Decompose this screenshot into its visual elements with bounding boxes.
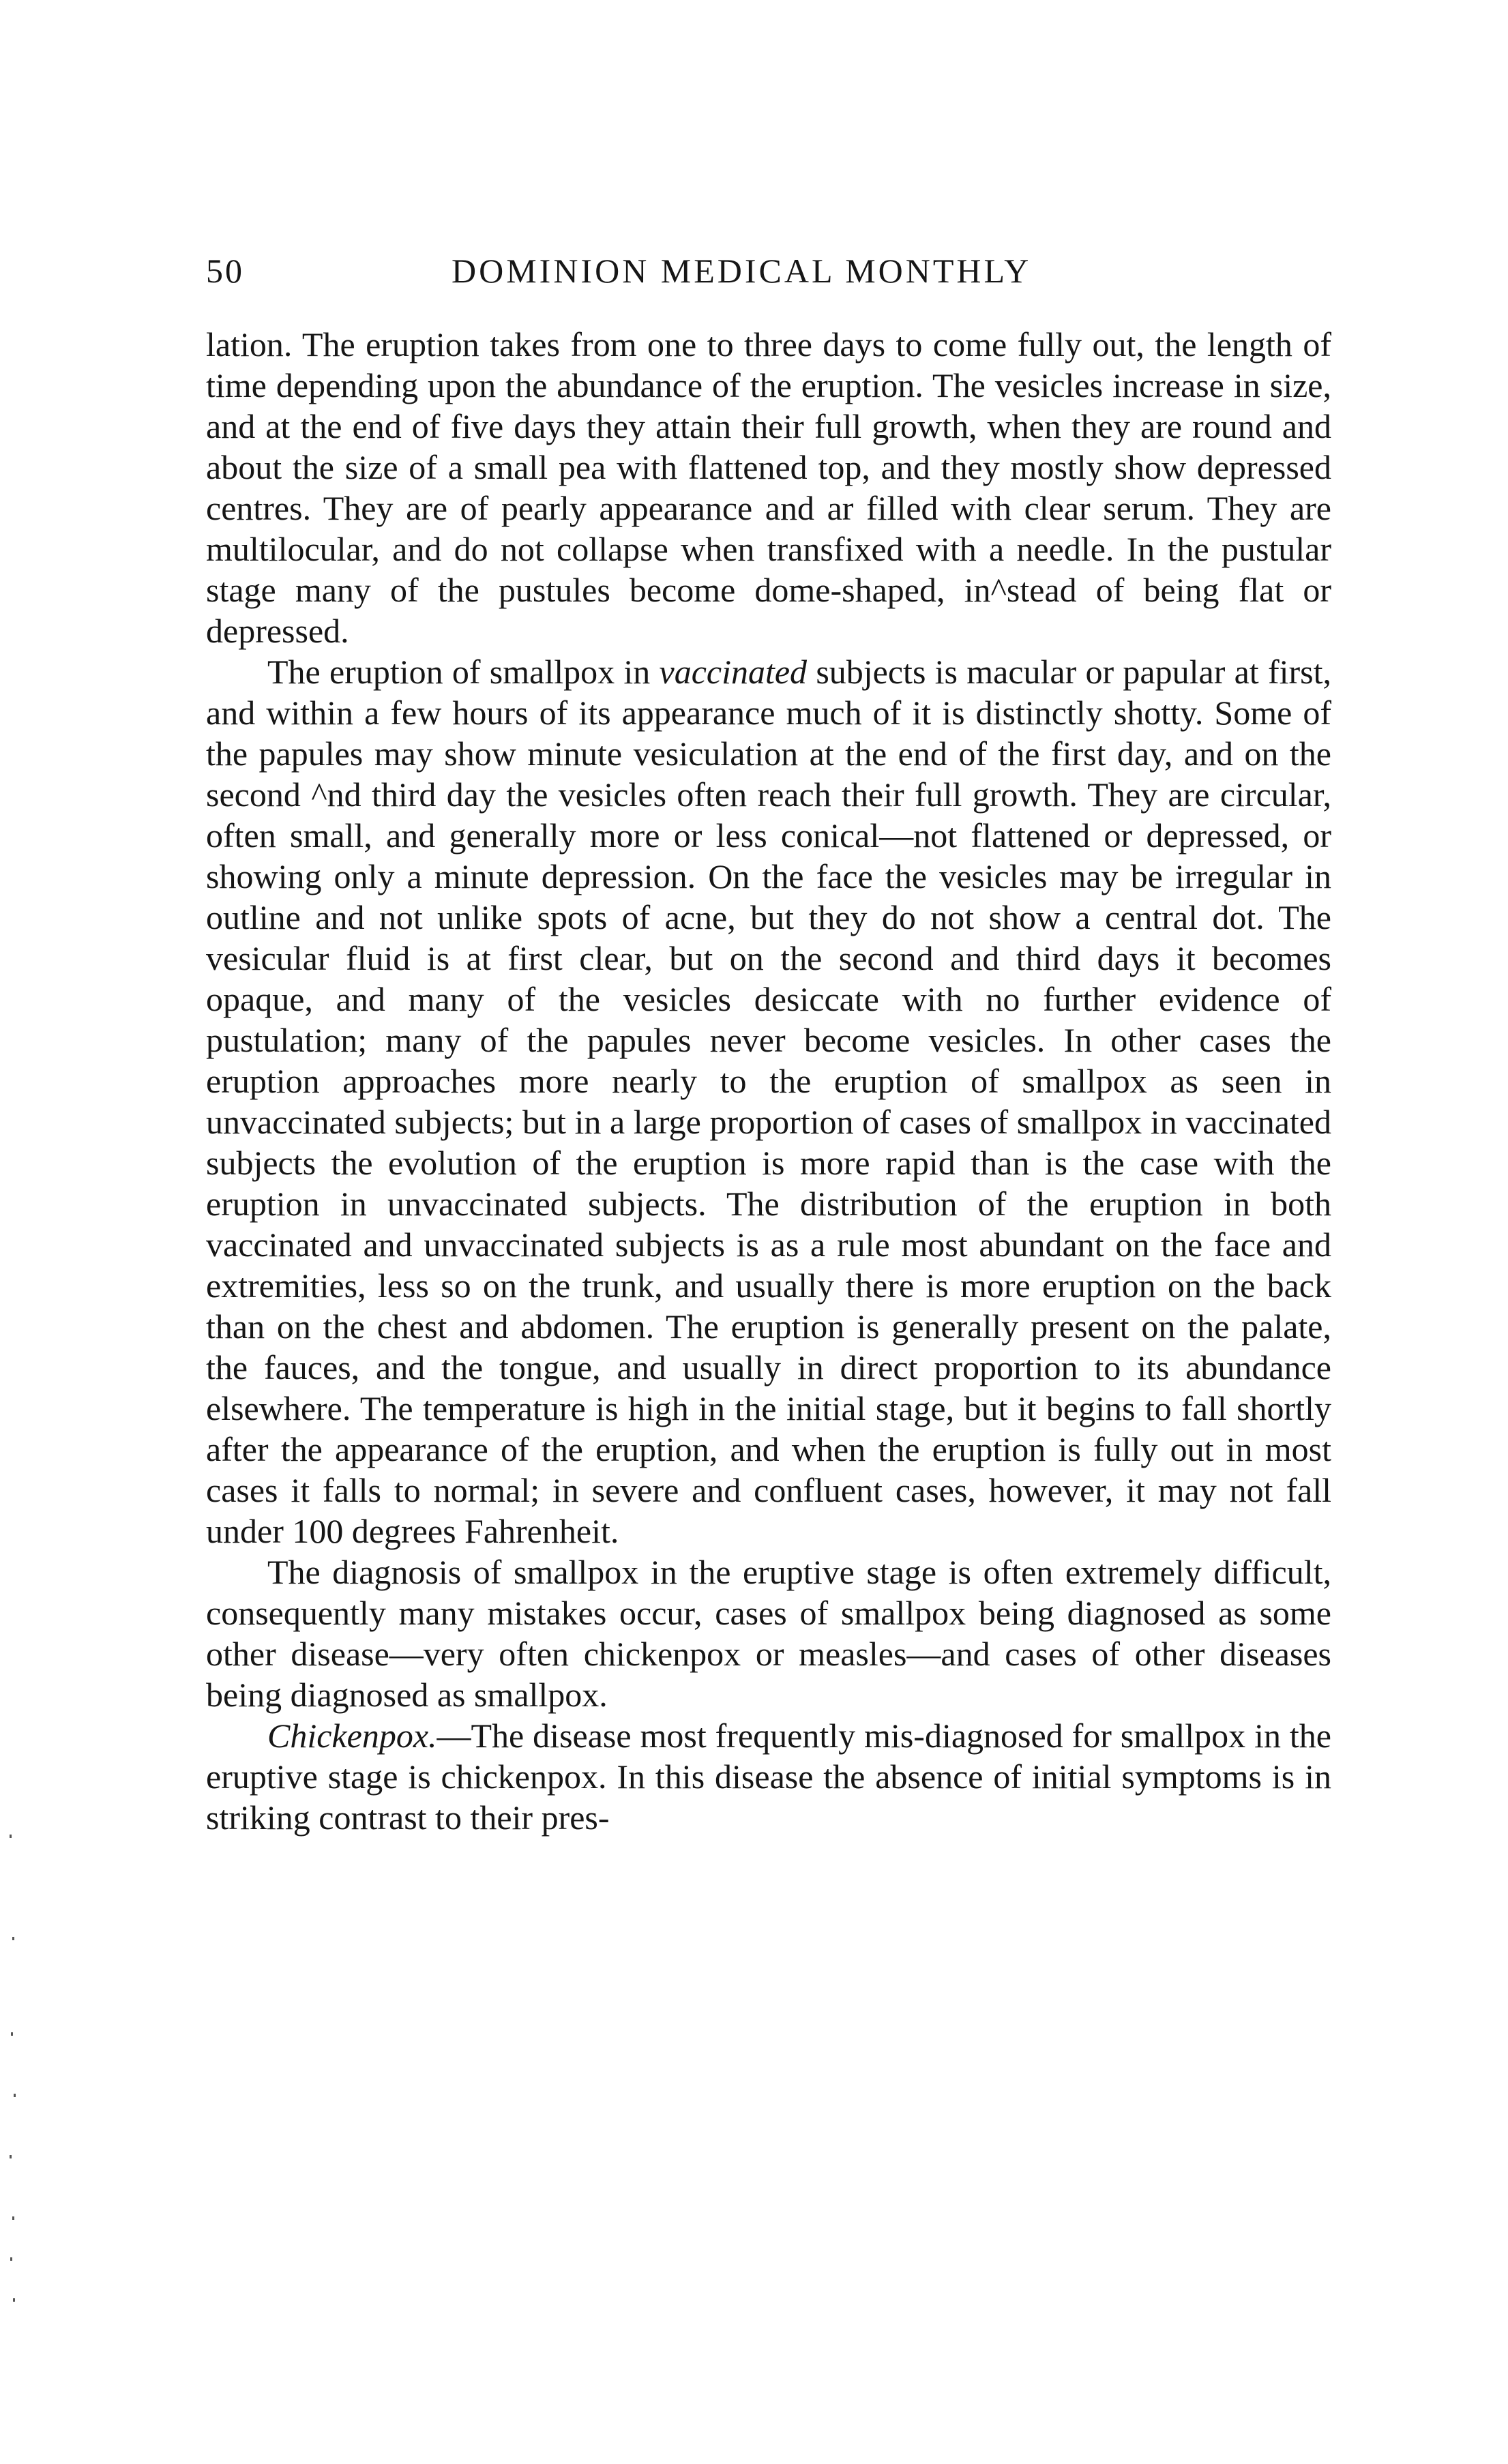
scan-speck xyxy=(10,2257,12,2261)
scan-speck xyxy=(11,2032,13,2036)
scan-speck xyxy=(10,2155,12,2158)
paragraph-text: lation. The eruption takes from one to three days to come fully out, the length of time depending upon the abundance of the eruption. The vesicles increase in size, and at the end of five days they attain their full growth, when they are round and about the size of a small pea with flattened top, and they mostly show depressed centres. They are of pearly appearance and ar filled with clear serum. They are multilocular, and do not collapse when transfixed with a needle. In the pustular stage many of the pustules become dome-shaped, in^stead of being flat or depressed. xyxy=(206,325,1331,650)
paragraph-vesicle-description xyxy=(206,324,1331,651)
scan-speck xyxy=(12,2216,14,2220)
running-head xyxy=(206,247,1331,295)
scan-speck xyxy=(10,1835,12,1838)
paragraph-vaccinated-eruption xyxy=(206,651,1331,1552)
scan-speck xyxy=(12,1937,14,1940)
italic-term: vaccinated xyxy=(659,653,808,691)
article-body xyxy=(206,324,1331,1838)
paragraph-text: subjects is macular or papular at first, and within a few hours of its appearance much of it is distinctly shotty. Some of the papules may show minute vesiculation at the end of the first day, and on the second ^nd third day the vesicles often reach their full growth. They are circular, often small, and generally more or less conical—not flattened or depressed, or showing only a minute depression. On the face the vesicles may be irregular in outline and not unlike spots of acne, but they do not show a central dot. The vesicular fluid is at first clear, but on the second and third days it becomes opaque, and many of the vesicles desiccate with no further evidence of pustulation; many of the papules never become vesicles. In other cases the eruption approaches more nearly to the eruption of smallpox as seen in unvaccinated subjects; but in a large proportion of cases of smallpox in vaccinated subjects the evolution of the eruption is more rapid than is the case with the eruption in unvaccinated subjects. The distribution of the eruption in both vaccinated and unvaccinated subjects is as a rule most abundant on the face and extremities, less so on the trunk, and usually there is more eruption on the back than on the chest and abdomen. The eruption is generally present on the palate, the fauces, and the tongue, and usually in direct proportion to its abundance elsewhere. The temperature is high in the initial stage, but it begins to fall shortly after the appearance of the eruption, and when the eruption is fully out in most cases it falls to normal; in severe and confluent cases, however, it may not fall under 100 degrees Fahrenheit. xyxy=(206,653,1331,1550)
section-heading-italic: Chickenpox. xyxy=(267,1717,437,1755)
paragraph-text: The diagnosis of smallpox in the eruptive stage is often extremely difficult, consequently many mistakes occur, cases of smallpox being diagnosed as some other disease—very often chickenpox or measles—and cases of other diseases being diagnosed as smallpox. xyxy=(206,1553,1331,1714)
paragraph-chickenpox xyxy=(206,1715,1331,1838)
journal-title: DOMINION MEDICAL MONTHLY xyxy=(452,252,1032,290)
margin-scan-specks xyxy=(8,1835,22,2326)
paragraph-text: —The disease most frequently mis-diagnosed for smallpox in the eruptive stage is chickenpox. In this disease the absence of initial symptoms is in striking contrast to their pres- xyxy=(206,1717,1331,1837)
paragraph-text: The eruption of smallpox in xyxy=(267,653,660,691)
page-number: 50 xyxy=(206,252,244,290)
scan-speck xyxy=(13,2298,15,2302)
paragraph-diagnosis xyxy=(206,1552,1331,1715)
scan-speck xyxy=(14,2094,16,2097)
